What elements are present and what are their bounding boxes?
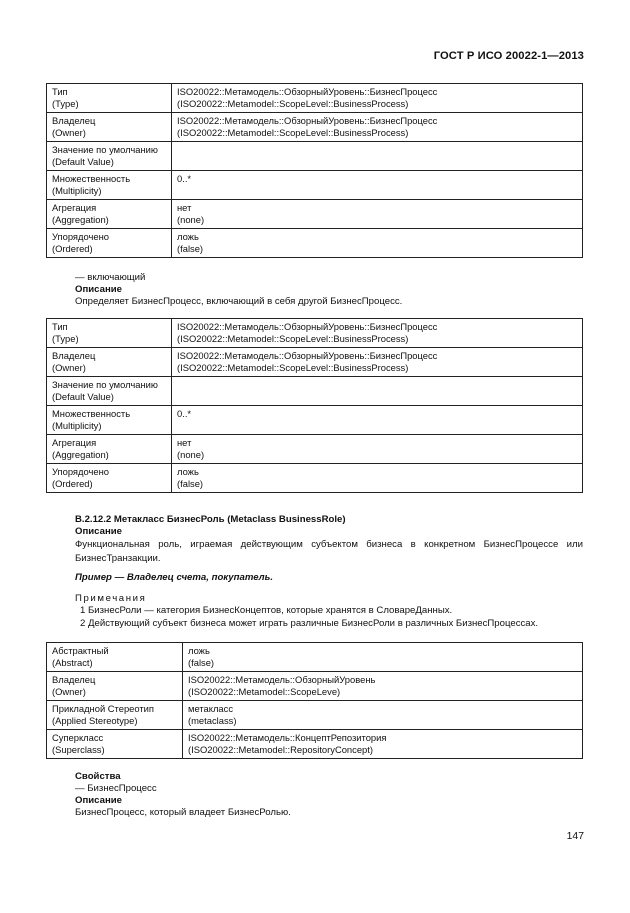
property-label-ordered: Упорядочено (Ordered)	[47, 464, 172, 493]
property-label-abstract: Абстрактный (Abstract)	[47, 643, 183, 672]
table-row	[47, 730, 583, 759]
example-text: Пример — Владелец счета, покупатель.	[75, 572, 274, 583]
property-value-owner: ISO20022::Метамодель::ОбзорныйУровень::БизнесПроцесс (ISO20022::Metamodel::ScopeLevel::BusinessProcess)	[172, 113, 583, 142]
table-row	[47, 348, 583, 377]
description-text: Определяет БизнесПроцесс, включающий в себя другой БизнесПроцесс.	[75, 296, 403, 307]
property-label-default-value: Значение по умолчанию (Default Value)	[47, 377, 172, 406]
property-label-type: Тип (Type)	[47, 319, 172, 348]
document-header: ГОСТ Р ИСО 20022-1—2013	[433, 50, 584, 62]
table-row	[47, 200, 583, 229]
property-label-owner: Владелец (Owner)	[47, 113, 172, 142]
note-item: 1 БизнесРоли — категория БизнесКонцептов, которые хранятся в СловареДанных.	[80, 605, 453, 616]
property-value-aggregation: нет (none)	[172, 200, 583, 229]
description-text: Функциональная роль, играемая действующим субъектом бизнеса в конкретном БизнесПроцессе или БизнесТранзакции.	[75, 539, 583, 564]
property-label-superclass: Суперкласс (Superclass)	[47, 730, 183, 759]
property-value-superclass: ISO20022::Метамодель::КонцептРепозитория (ISO20022::Metamodel::RepositoryConcept)	[183, 730, 583, 759]
properties-table-businessrole	[46, 642, 583, 759]
properties-heading: Свойства	[75, 771, 121, 782]
section-title: B.2.12.2 Метакласс БизнесРоль (Metaclass BusinessRole)	[75, 514, 346, 525]
notes-title: Примечания	[75, 593, 147, 604]
table-row	[47, 464, 583, 493]
property-label-owner: Владелец (Owner)	[47, 672, 183, 701]
page-number: 147	[566, 831, 584, 842]
property-label-applied-stereotype: Прикладной Стереотип (Applied Stereotype)	[47, 701, 183, 730]
description-heading: Описание	[75, 795, 122, 806]
property-item-businessprocess: — БизнесПроцесс	[75, 783, 157, 794]
description-heading: Описание	[75, 284, 122, 295]
description-text: БизнесПроцесс, который владеет БизнесРолью.	[75, 807, 291, 818]
property-value-type: ISO20022::Метамодель::ОбзорныйУровень::БизнесПроцесс (ISO20022::Metamodel::ScopeLevel::BusinessProcess)	[172, 319, 583, 348]
properties-table-included	[46, 83, 583, 258]
table-row	[47, 643, 583, 672]
table-row	[47, 171, 583, 200]
table-row	[47, 319, 583, 348]
property-label-multiplicity: Множественность (Multiplicity)	[47, 406, 172, 435]
property-value-multiplicity: 0..*	[172, 406, 583, 435]
table-row	[47, 113, 583, 142]
property-value-multiplicity: 0..*	[172, 171, 583, 200]
table-row	[47, 406, 583, 435]
property-value-type: ISO20022::Метамодель::ОбзорныйУровень::БизнесПроцесс (ISO20022::Metamodel::ScopeLevel::BusinessProcess)	[172, 84, 583, 113]
property-label-aggregation: Агрегация (Aggregation)	[47, 435, 172, 464]
property-value-default-value	[172, 377, 583, 406]
table-row	[47, 701, 583, 730]
property-value-owner: ISO20022::Метамодель::ОбзорныйУровень::БизнесПроцесс (ISO20022::Metamodel::ScopeLevel::BusinessProcess)	[172, 348, 583, 377]
table-row	[47, 377, 583, 406]
property-value-aggregation: нет (none)	[172, 435, 583, 464]
property-label-type: Тип (Type)	[47, 84, 172, 113]
property-value-owner: ISO20022::Метамодель::ОбзорныйУровень (ISO20022::Metamodel::ScopeLeve)	[183, 672, 583, 701]
property-value-ordered: ложь (false)	[172, 229, 583, 258]
property-label-multiplicity: Множественность (Multiplicity)	[47, 171, 172, 200]
property-label-owner: Владелец (Owner)	[47, 348, 172, 377]
property-item-included: — включающий	[75, 272, 146, 283]
table-row	[47, 229, 583, 258]
table-row	[47, 84, 583, 113]
property-value-ordered: ложь (false)	[172, 464, 583, 493]
property-label-aggregation: Агрегация (Aggregation)	[47, 200, 172, 229]
note-item: 2 Действующий субъект бизнеса может играть различные БизнесРоли в различных БизнесПроцессах.	[80, 618, 539, 629]
table-row	[47, 435, 583, 464]
table-row	[47, 142, 583, 171]
properties-table-included-2	[46, 318, 583, 493]
property-label-default-value: Значение по умолчанию (Default Value)	[47, 142, 172, 171]
property-value-abstract: ложь (false)	[183, 643, 583, 672]
table-row	[47, 672, 583, 701]
property-value-applied-stereotype: метакласс (metaclass)	[183, 701, 583, 730]
property-label-ordered: Упорядочено (Ordered)	[47, 229, 172, 258]
property-value-default-value	[172, 142, 583, 171]
description-heading: Описание	[75, 526, 122, 537]
